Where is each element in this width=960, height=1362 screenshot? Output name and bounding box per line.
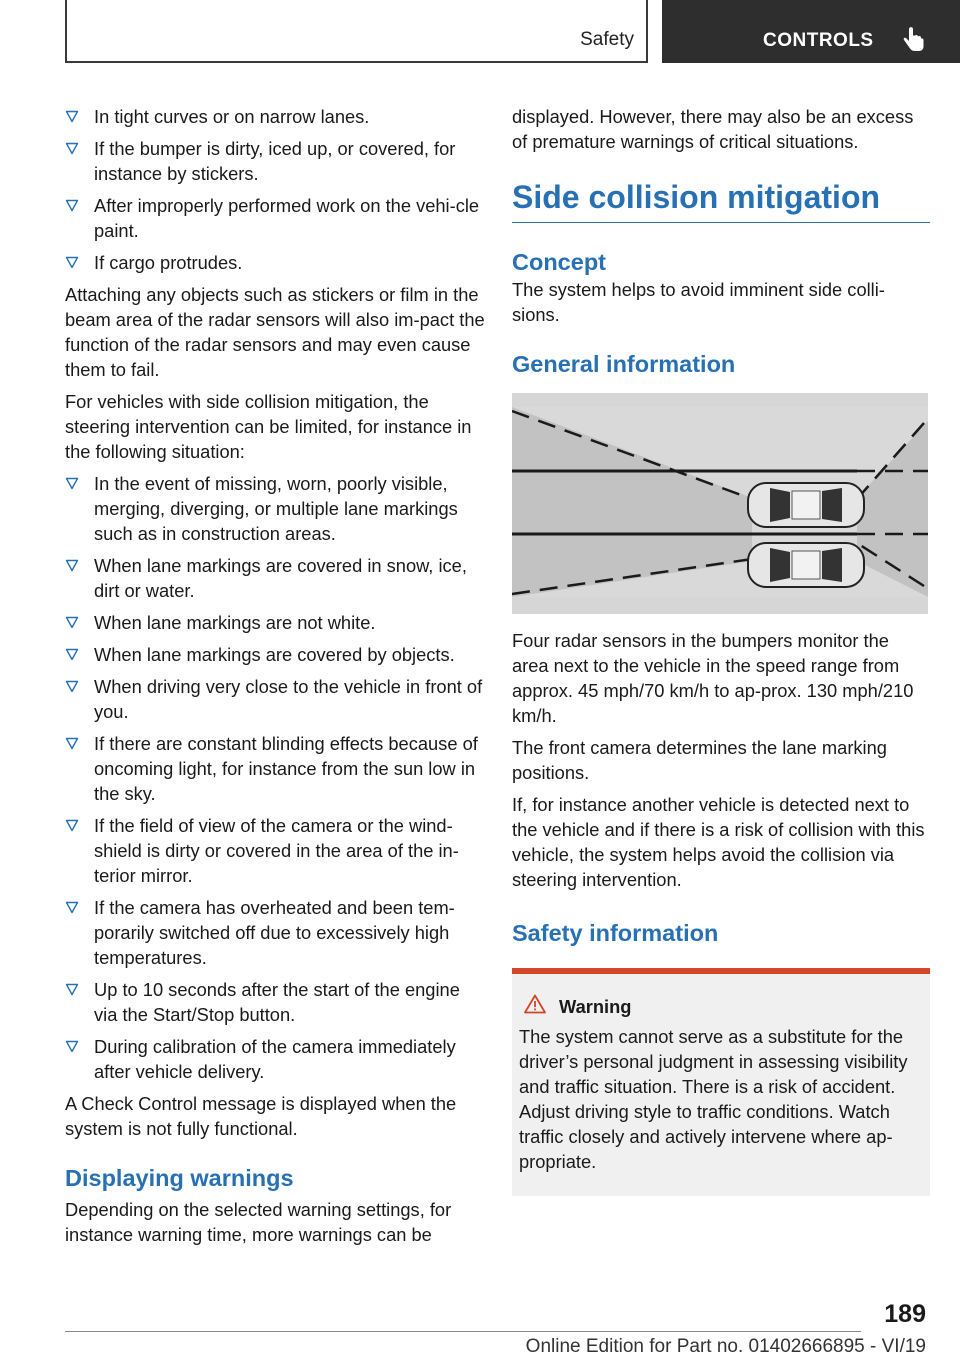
bullet-text: If the field of view of the camera or the wind‐shield is dirty or covered in the area of the in‐terior mirror.	[94, 815, 459, 886]
warning-text: The system cannot serve as a substitute for the driver’s personal judgment in assessing visibility and traffic situation. There is a risk of accident. Adjust driving style to traffic conditions. Watch traffic closely and actively intervene where ap‐propriate.	[519, 1026, 908, 1172]
paragraph: The front camera determines the lane marking positions.	[512, 737, 887, 783]
bullet-text: After improperly performed work on the vehi‐cle paint.	[94, 195, 480, 241]
bullet-list-steering-limits	[65, 471, 485, 1084]
bullet-item	[65, 642, 485, 667]
warning-title-text: Warning	[559, 996, 632, 1017]
vehicle-ego	[748, 483, 864, 527]
bullet-item	[65, 553, 485, 603]
heading-concept: Concept	[512, 249, 606, 275]
footer-divider	[65, 1331, 861, 1332]
radar-coverage-diagram	[512, 393, 928, 614]
bullet-text: Up to 10 seconds after the start of the engine via the Start/Stop button.	[94, 979, 460, 1025]
bullet-item	[65, 471, 485, 546]
paragraph: displayed. However, there may also be an excess of premature warnings of critical situations.	[512, 106, 914, 152]
bullet-item	[65, 813, 485, 888]
section-title: Safety	[580, 29, 634, 50]
bullet-item	[65, 610, 485, 635]
bullet-item	[65, 731, 485, 806]
paragraph: The system helps to avoid imminent side colli‐sions.	[512, 279, 885, 325]
heading-safety-information: Safety information	[512, 920, 719, 946]
bullet-text: During calibration of the camera immediately after vehicle delivery.	[94, 1036, 456, 1082]
bullet-item	[65, 104, 485, 129]
section-heading: Side collision mitigation	[512, 176, 930, 223]
edition-info: Online Edition for Part no. 01402666895 - VI/19	[525, 1336, 926, 1357]
bullet-item	[65, 250, 485, 275]
paragraph: A Check Control message is displayed when the system is not fully functional.	[65, 1093, 457, 1139]
vehicle-adjacent	[748, 543, 864, 587]
bullet-text: If cargo protrudes.	[94, 252, 243, 273]
page-number: 189	[884, 1300, 926, 1328]
bullet-triangle-icon	[65, 737, 79, 750]
bullet-text: When driving very close to the vehicle in front of you.	[94, 676, 483, 722]
paragraph: Four radar sensors in the bumpers monitor the area next to the vehicle in the speed range from approx. 45 mph/70 km/h to ap‐prox. 130 mph/210 km/h.	[512, 630, 914, 726]
warning-box	[512, 968, 930, 1196]
bullet-text: When lane markings are not white.	[94, 612, 376, 633]
bullet-triangle-icon	[65, 648, 79, 661]
bullet-triangle-icon	[65, 559, 79, 572]
bullet-triangle-icon	[65, 901, 79, 914]
bullet-triangle-icon	[65, 199, 79, 212]
lane-illustration	[512, 393, 928, 614]
bullet-text: If the bumper is dirty, iced up, or covered, for instance by stickers.	[94, 138, 456, 184]
bullet-item	[65, 136, 485, 186]
chapter-title: CONTROLS	[763, 30, 874, 51]
warning-triangle-icon	[524, 994, 546, 1014]
bullet-triangle-icon	[65, 142, 79, 155]
right-column	[512, 104, 930, 1196]
bullet-text: In tight curves or on narrow lanes.	[94, 106, 370, 127]
warning-title	[559, 994, 922, 1019]
bullet-triangle-icon	[65, 819, 79, 832]
bullet-text: If the camera has overheated and been tem‐porarily switched off due to excessively high temperatures.	[94, 897, 455, 968]
bullet-item	[65, 1034, 485, 1084]
bullet-item	[65, 977, 485, 1027]
bullet-item	[65, 674, 485, 724]
bullet-list-limitations	[65, 104, 485, 275]
bullet-triangle-icon	[65, 110, 79, 123]
bullet-text: When lane markings are covered by objects.	[94, 644, 455, 665]
bullet-triangle-icon	[65, 983, 79, 996]
bullet-triangle-icon	[65, 477, 79, 490]
bullet-item	[65, 895, 485, 970]
paragraph: For vehicles with side collision mitigation, the steering intervention can be limited, for instance in the following situation:	[65, 391, 472, 462]
bullet-triangle-icon	[65, 256, 79, 269]
heading-general-information: General information	[512, 351, 736, 377]
left-column	[65, 104, 485, 1254]
bullet-item	[65, 193, 485, 243]
paragraph: If, for instance another vehicle is detected next to the vehicle and if there is a risk of collision with this vehicle, the system helps avoid the collision via steering intervention.	[512, 794, 925, 890]
paragraph: Attaching any objects such as stickers or film in the beam area of the radar sensors will also im‐pact the function of the radar sensors and may even cause them to fail.	[65, 284, 485, 380]
bullet-triangle-icon	[65, 616, 79, 629]
bullet-text: In the event of missing, worn, poorly visible, merging, diverging, or multiple lane markings such as in construction areas.	[94, 473, 458, 544]
chapter-tab	[662, 0, 960, 63]
hand-pointer-icon	[900, 26, 926, 54]
bullet-text: When lane markings are covered in snow, ice, dirt or water.	[94, 555, 467, 601]
heading-displaying-warnings: Displaying warnings	[65, 1165, 294, 1191]
header-section-box	[65, 0, 648, 63]
bullet-text: If there are constant blinding effects because of oncoming light, for instance from the sun low in the sky.	[94, 733, 478, 804]
bullet-triangle-icon	[65, 680, 79, 693]
bullet-triangle-icon	[65, 1040, 79, 1053]
paragraph: Depending on the selected warning settings, for instance warning time, more warnings can be	[65, 1199, 452, 1245]
